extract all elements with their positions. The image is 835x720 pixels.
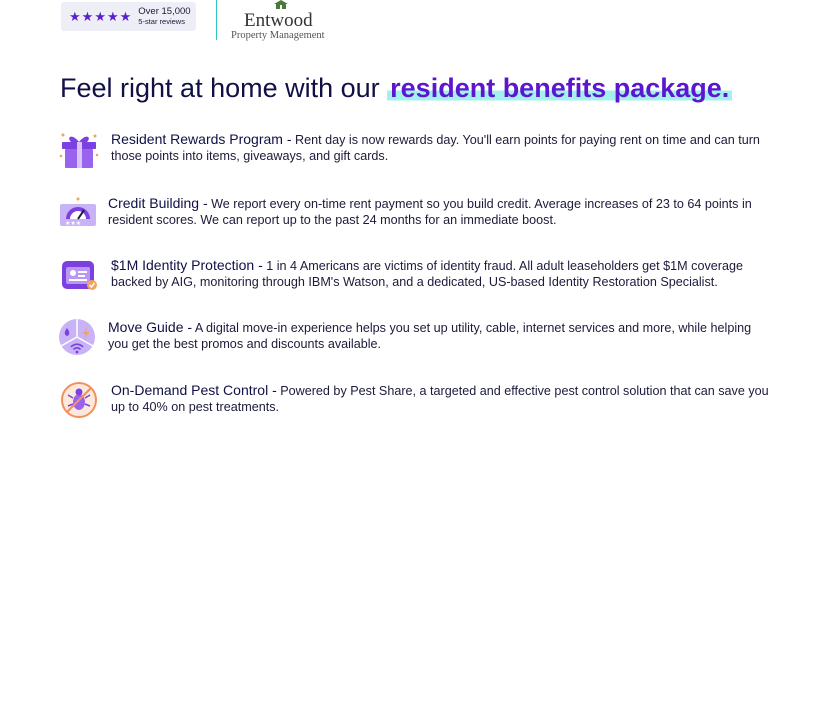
headline-highlight: resident benefits package. xyxy=(387,73,732,103)
benefit-credit-title: Credit Building - xyxy=(108,195,208,211)
id-card-icon xyxy=(58,257,100,297)
company-logo[interactable] xyxy=(231,0,341,44)
benefit-rewards-text xyxy=(111,131,771,164)
reviews-label: 5-star reviews xyxy=(138,17,185,26)
benefit-identity-title: $1M Identity Protection - xyxy=(111,257,263,273)
reviews-text xyxy=(138,7,190,26)
utilities-icon xyxy=(58,319,100,359)
credit-gauge-icon xyxy=(58,195,100,235)
benefit-credit xyxy=(58,195,778,235)
benefit-rewards xyxy=(58,131,778,171)
benefit-pest-control-text xyxy=(111,382,776,415)
benefit-rewards-description: Rent day is now rewards day. You'll earn points for paying rent on time and can turn those points into items, giveaways, and gift cards. xyxy=(111,133,760,163)
benefit-move-guide-description: A digital move-in experience helps you set up utility, cable, internet services and more, while helping you get the best promos and discounts available. xyxy=(108,321,752,351)
benefit-move-guide-title: Move Guide - xyxy=(108,319,193,335)
gift-icon xyxy=(58,131,100,171)
headline-lead: Feel right at home with our xyxy=(60,73,388,103)
header xyxy=(0,0,835,46)
star-icon: ★ xyxy=(81,9,94,24)
reviews-badge[interactable] xyxy=(61,2,196,31)
star-icon: ★ xyxy=(119,9,132,24)
svg-text:★★★: ★★★ xyxy=(65,220,82,227)
benefit-pest-control-title: On-Demand Pest Control - xyxy=(111,382,277,398)
benefit-credit-description: We report every on-time rent payment so you build credit. Average increases of 23 to 64 points in resident scores. We can report up to the past 24 months for an immediate boost. xyxy=(108,197,752,227)
reviews-count: Over 15,000 xyxy=(138,6,191,17)
header-divider xyxy=(216,0,217,40)
benefit-move-guide xyxy=(58,319,778,359)
house-icon xyxy=(274,0,288,9)
page-title xyxy=(60,71,732,105)
star-icon: ★ xyxy=(94,9,106,24)
benefit-rewards-title: Resident Rewards Program - xyxy=(111,131,292,147)
star-icon: ★ xyxy=(69,9,81,24)
star-rating xyxy=(69,10,131,23)
logo-subtitle: Property Management xyxy=(231,30,325,41)
benefit-move-guide-text xyxy=(108,319,773,352)
benefit-pest-control-description: Powered by Pest Share, a targeted and effective pest control solution that can save you up to 40% on pest treatments. xyxy=(111,384,769,414)
benefit-identity-description: 1 in 4 Americans are victims of identity fraud. All adult leaseholders get $1M coverage backed by AIG, monitoring through IBM's Watson, and a dedicated, US-based Identity Restoration Specialist. xyxy=(111,259,743,289)
logo-name: Entwood xyxy=(244,10,313,31)
pest-control-icon xyxy=(58,382,100,422)
star-icon: ★ xyxy=(106,9,119,24)
benefit-pest-control xyxy=(58,382,778,422)
benefit-identity xyxy=(58,257,778,297)
benefit-credit-text xyxy=(108,195,758,228)
benefit-identity-text xyxy=(111,257,776,290)
